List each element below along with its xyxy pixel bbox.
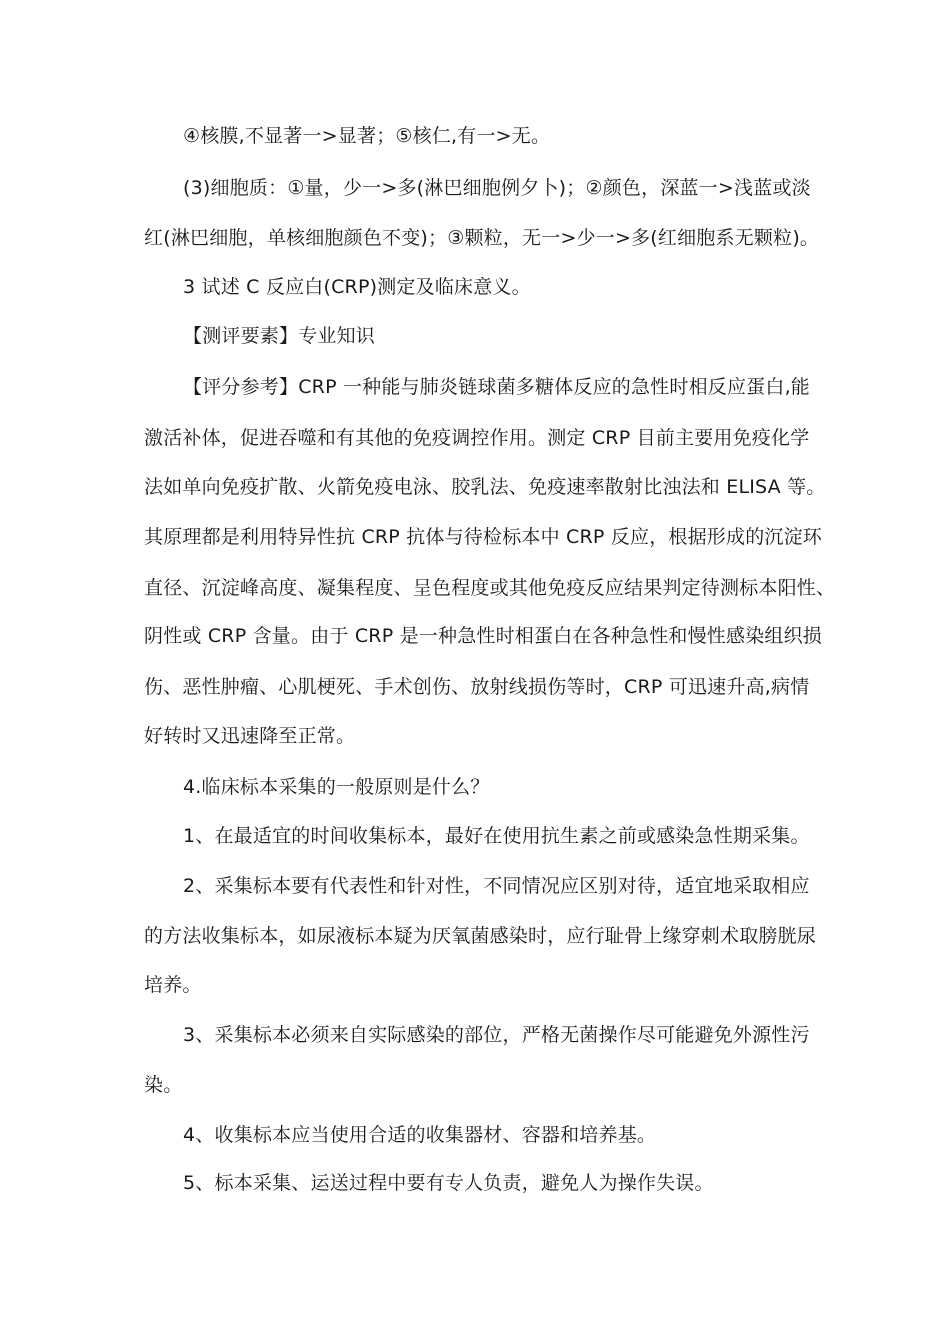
- text-line: 【测评要素】专业知识: [183, 325, 376, 347]
- question-heading: 3 试述 C 反应白(CRP)测定及临床意义。: [183, 276, 531, 298]
- text-line: 其原理都是利用特异性抗 CRP 抗体与待检标本中 CRP 反应，根据形成的沉淀环: [144, 526, 823, 548]
- text-line: 红(淋巴细胞，单核细胞颜色不变)；③颗粒，无一>少一>多(红细胞系无颗粒)。: [144, 227, 820, 249]
- text-line: (3)细胞质：①量，少一>多(淋巴细胞例夕卜)；②颜色，深蓝一>浅蓝或淡: [183, 177, 811, 199]
- text-line: 1、在最适宜的时间收集标本，最好在使用抗生素之前或感染急性期采集。: [183, 825, 810, 847]
- text-line: 好转时又迅速降至正常。: [144, 725, 356, 747]
- text-line: 【评分参考】CRP 一种能与肺炎链球菌多糖体反应的急性时相反应蛋白,能: [183, 376, 811, 398]
- text-line: 4、收集标本应当使用合适的收集器材、容器和培养基。: [183, 1124, 657, 1146]
- text-line: 5、标本采集、运送过程中要有专人负责，避免人为操作失误。: [183, 1172, 714, 1194]
- text-line: 3、采集标本必须来自实际感染的部位，严格无菌操作尽可能避免外源性污: [183, 1024, 810, 1046]
- text-line: 直径、沉淀峰高度、凝集程度、呈色程度或其他免疫反应结果判定待测标本阳性、: [144, 577, 836, 599]
- text-line: 阴性或 CRP 含量。由于 CRP 是一种急性时相蛋白在各种急性和慢性感染组织损: [144, 625, 823, 647]
- text-line: 激活补体，促进吞噬和有其他的免疫调控作用。测定 CRP 目前主要用免疫化学: [144, 427, 810, 449]
- question-heading: 4.临床标本采集的一般原则是什么？: [183, 776, 490, 798]
- text-line: 法如单向免疫扩散、火箭免疫电泳、胶乳法、免疫速率散射比浊法和 ELISA 等。: [144, 476, 826, 498]
- text-line: 2、采集标本要有代表性和针对性，不同情况应区别对待，适宜地采取相应: [183, 875, 810, 897]
- text-line: ④核膜,不显著一>显著；⑤核仁,有一>无。: [183, 125, 551, 147]
- text-line: 染。: [144, 1074, 183, 1096]
- text-line: 伤、恶性肿瘤、心肌梗死、手术创伤、放射线损伤等时，CRP 可迅速升高,病情: [144, 676, 810, 698]
- text-line: 培养。: [144, 974, 202, 996]
- text-line: 的方法收集标本，如尿液标本疑为厌氧菌感染时，应行耻骨上缘穿刺术取膀胱尿: [144, 925, 817, 947]
